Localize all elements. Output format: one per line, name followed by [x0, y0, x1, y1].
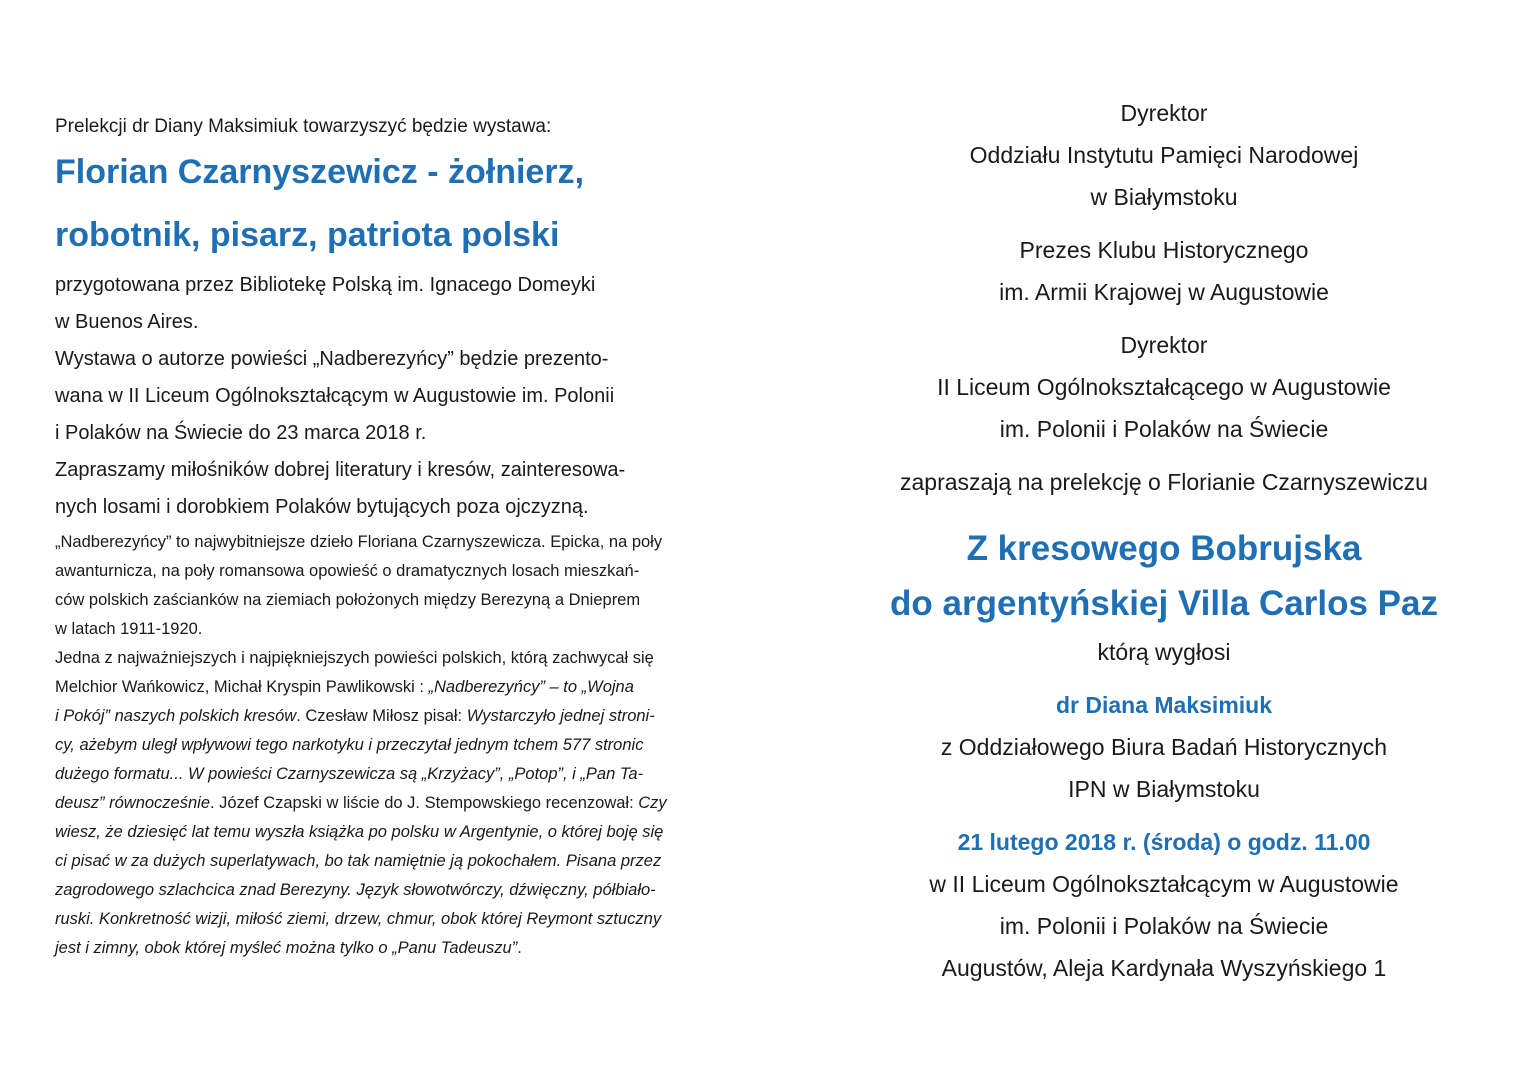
host-line: w Białymstoku	[1090, 184, 1238, 210]
book-description-line	[55, 702, 735, 731]
quote-text: ci pisać w za dużych superlatywach, bo tak namiętnie ją pokochałem. Pisana przez	[55, 852, 662, 870]
exhibition-title-line: robotnik, pisarz, patriota polski	[55, 216, 560, 254]
book-description-line	[55, 876, 735, 905]
host-line: II Liceum Ogólnokształcącego w Augustowie	[937, 374, 1391, 400]
book-description-line	[55, 934, 735, 963]
book-description	[55, 528, 735, 963]
quote-text: „Nadberezyńcy” – to „Wojna	[428, 678, 634, 696]
description-text: „Nadberezyńcy” to najwybitniejsze dzieło Floriana Czarnyszewicza. Epicka, na poły	[55, 533, 663, 551]
quote-text: ruski. Konkretność wizji, miłość ziemi, drzew, chmur, obok której Reymont sztuczny	[55, 910, 662, 928]
affiliation-line: IPN w Białymstoku	[1068, 776, 1260, 802]
delivered-by-text: którą wygłosi	[1097, 639, 1231, 665]
book-description-line	[55, 586, 735, 615]
description-line: w Buenos Aires.	[55, 311, 199, 333]
quote-text: jest i zimny, obok której myśleć można tylko o „Panu Tadeuszu”	[55, 939, 518, 957]
book-description-line	[55, 847, 735, 876]
host-line: Prezes Klubu Historycznego	[1019, 237, 1309, 263]
host-block	[850, 324, 1478, 450]
description-text: . Józef Czapski w liście do J. Stempowskiego recenzował:	[210, 794, 639, 812]
event-datetime: 21 lutego 2018 r. (środa) o godz. 11.00	[957, 829, 1371, 855]
host-line: Oddziału Instytutu Pamięci Narodowej	[969, 142, 1359, 168]
lecture-title	[850, 521, 1478, 631]
quote-text: dużego formatu... W powieści Czarnyszewicza są „Krzyżacy”, „Potop”, i „Pan Ta-	[55, 765, 644, 783]
host-line: Dyrektor	[1120, 332, 1208, 358]
description-line: Wystawa o autorze powieści „Nadberezyńcy” będzie prezento-	[55, 348, 609, 370]
quote-text: deusz” równocześnie	[55, 794, 210, 812]
description-line: przygotowana przez Bibliotekę Polską im. Ignacego Domeyki	[55, 274, 596, 296]
book-description-line	[55, 789, 735, 818]
quote-text: zagrodowego szlachcica znad Berezyny. Język słowotwórczy, dźwięczny, półbiało-	[55, 881, 656, 899]
quote-text: cy, ażebym uległ wpływowi tego narkotyku i przeczytał jednym tchem 577 stronic	[55, 736, 644, 754]
book-description-line	[55, 528, 735, 557]
description-text: Jedna z najważniejszych i najpiękniejszych powieści polskich, którą zachwycał się	[55, 649, 654, 667]
description-text: Melchior Wańkowicz, Michał Kryspin Pawlikowski :	[55, 678, 429, 696]
host-block	[850, 92, 1478, 218]
right-column	[850, 92, 1478, 989]
venue-line: im. Polonii i Polaków na Świecie	[999, 913, 1329, 939]
description-line: i Polaków na Świecie do 23 marca 2018 r.	[55, 422, 427, 444]
book-description-line	[55, 615, 735, 644]
left-column	[55, 113, 735, 963]
exhibition-intro: Prelekcji dr Diany Maksimiuk towarzyszyć będzie wystawa:	[55, 116, 552, 137]
host-line: Dyrektor	[1120, 100, 1208, 126]
speaker-name: dr Diana Maksimiuk	[1055, 692, 1273, 718]
host-line: im. Armii Krajowej w Augustowie	[999, 279, 1329, 305]
venue-line: w II Liceum Ogólnokształcącym w Augustowie	[929, 871, 1399, 897]
description-line: wana w II Liceum Ogólnokształcącym w Augustowie im. Polonii	[55, 385, 615, 407]
book-description-line	[55, 760, 735, 789]
exhibition-description	[55, 267, 735, 526]
book-description-line	[55, 818, 735, 847]
description-text: awanturnicza, na poły romansowa opowieść o dramatycznych losach mieszkań-	[55, 562, 640, 580]
book-description-line	[55, 905, 735, 934]
lecture-title-line: Z kresowego Bobrujska	[966, 529, 1362, 568]
book-description-line	[55, 644, 735, 673]
description-line: Zapraszamy miłośników dobrej literatury i kresów, zainteresowa-	[55, 459, 626, 481]
quote-text: Czy	[638, 794, 667, 812]
venue-line: Augustów, Aleja Kardynała Wyszyńskiego 1	[941, 955, 1387, 981]
description-text: .	[517, 939, 522, 957]
host-block	[850, 229, 1478, 313]
quote-text: wiesz, że dziesięć lat temu wyszła książka po polsku w Argentynie, o której boję się	[55, 823, 664, 841]
exhibition-title-line: Florian Czarnyszewicz - żołnierz,	[55, 153, 585, 191]
quote-text: Wystarczyło jednej stroni-	[466, 707, 655, 725]
book-description-line	[55, 557, 735, 586]
book-description-line	[55, 731, 735, 760]
description-text: ców polskich zaścianków na ziemiach położonych między Berezyną a Dnieprem	[55, 591, 641, 609]
affiliation-line: z Oddziałowego Biura Badań Historycznych	[940, 734, 1388, 760]
invitation-text: zapraszają na prelekcję o Florianie Czarnyszewiczu	[900, 469, 1428, 495]
host-line: im. Polonii i Polaków na Świecie	[999, 416, 1329, 442]
description-text: w latach 1911-1920.	[55, 620, 203, 638]
lecture-title-line: do argentyńskiej Villa Carlos Paz	[890, 584, 1438, 623]
quote-text: i Pokój” naszych polskich kresów	[55, 707, 297, 725]
description-line: nych losami i dorobkiem Polaków bytujących poza ojczyzną.	[55, 496, 589, 518]
exhibition-title	[55, 141, 735, 267]
book-description-line	[55, 673, 735, 702]
description-text: . Czesław Miłosz pisał:	[296, 707, 467, 725]
